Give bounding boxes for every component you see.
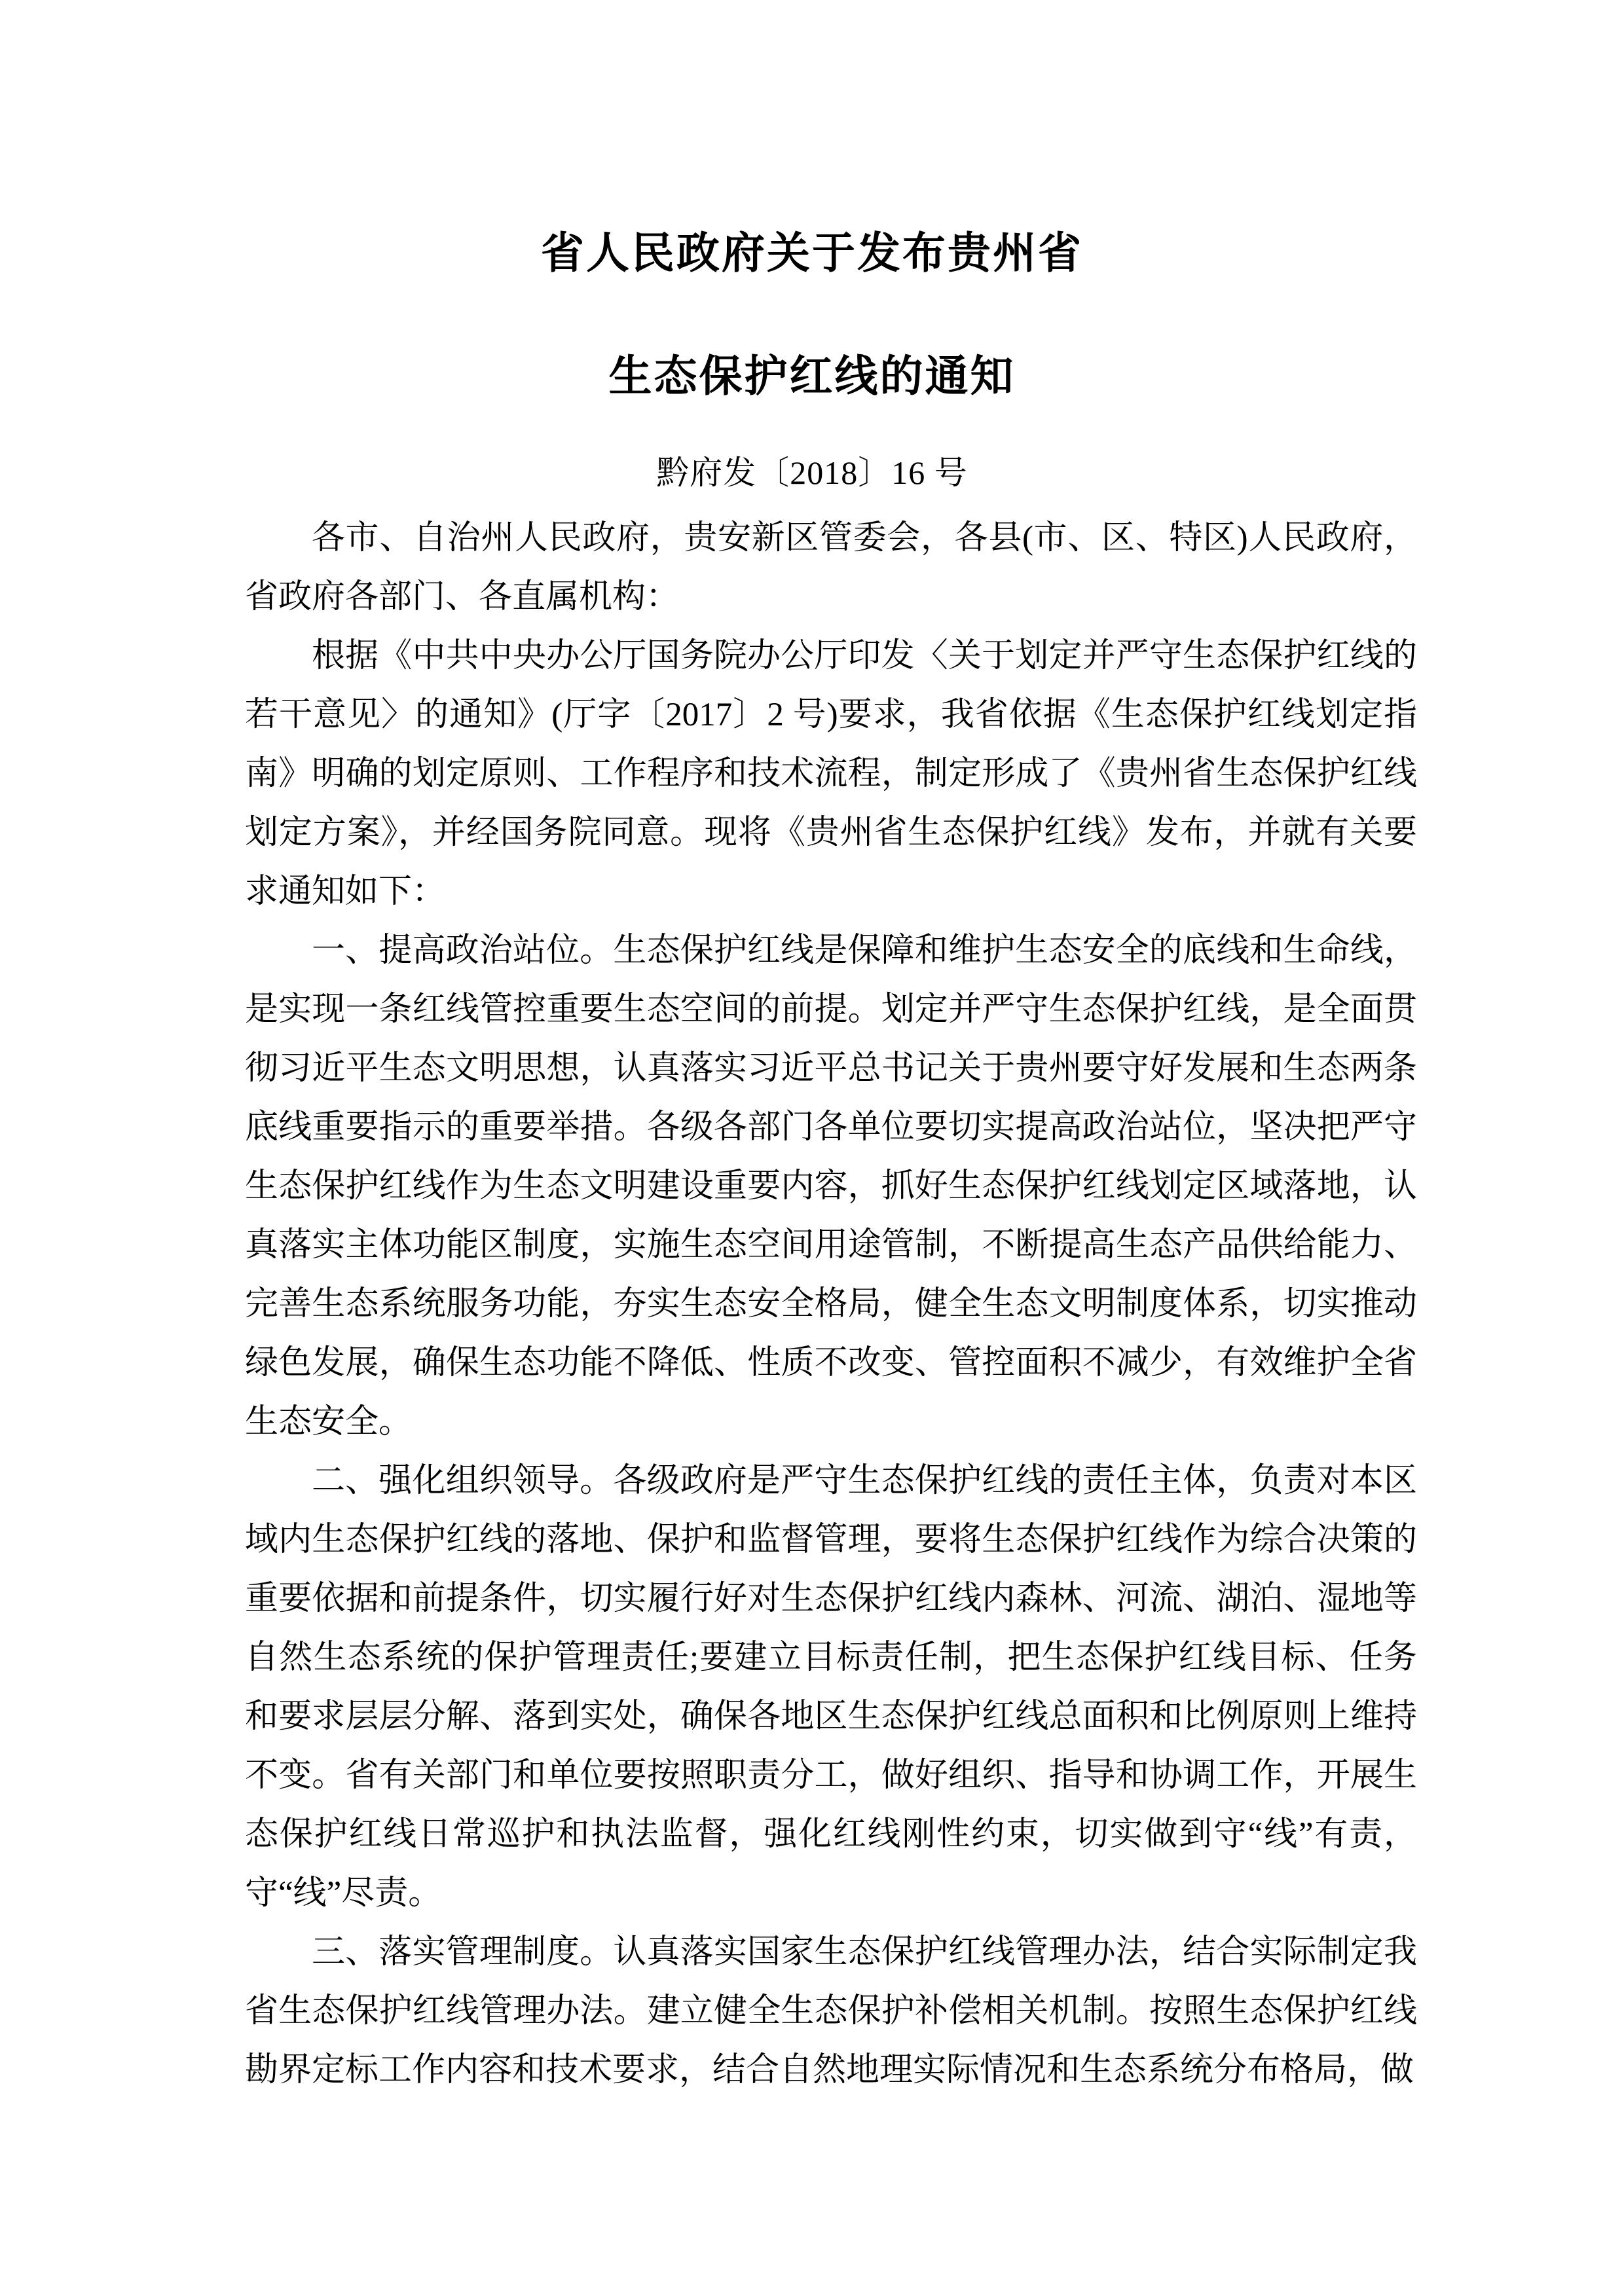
document-body [245,509,1417,2100]
paragraph-section-2: 二、强化组织领导。各级政府是严守生态保护红线的责任主体，负责对本区域内生态保护红线的落地、保护和监督管理，要将生态保护红线作为综合决策的重要依据和前提条件，切实履行好对生态保护红线内森林、河流、湖泊、湿地等自然生态系统的保护管理责任;要建立目标责任制，把生态保护红线目标、任务和要求层层分解、落到实处，确保各地区生态保护红线总面积和比例原则上维持不变。省有关部门和单位要按照职责分工，做好组织、指导和协调工作，开展生态保护红线日常巡护和执法监督，强化红线刚性约束，切实做到守“线”有责，守“线”尽责。 [245,1463,1417,1912]
document-number: 黔府发〔2018〕16 号 [656,454,968,491]
paragraph-salutation: 各市、自治州人民政府，贵安新区管委会，各县(市、区、特区)人民政府，省政府各部门、各直属机构： [245,520,1417,615]
paragraph-intro: 根据《中共中央办公厅国务院办公厅印发〈关于划定并严守生态保护红线的若干意见〉的通知》(厅字〔2017〕2 号)要求，我省依据《生态保护红线划定指南》明确的划定原则、工作程序和技术流程，制定形成了《贵州省生态保护红线划定方案》，并经国务院同意。现将《贵州省生态保护红线》发布，并就有关要求通知如下： [245,638,1417,910]
document-title-line-2: 生态保护红线的通知 [608,353,1016,401]
paragraph-section-3: 三、落实管理制度。认真落实国家生态保护红线管理办法，结合实际制定我省生态保护红线管理办法。建立健全生态保护补偿相关机制。按照生态保护红线勘界定标工作内容和技术要求，结合自然地理实际情况和生态系统分布格局，做 [245,1934,1417,2088]
document-title-line-1: 省人民政府关于发布贵州省 [541,230,1083,278]
paragraph-section-1: 一、提高政治站位。生态保护红线是保障和维护生态安全的底线和生命线，是实现一条红线管控重要生态空间的前提。划定并严守生态保护红线，是全面贯彻习近平生态文明思想，认真落实习近平总书记关于贵州要守好发展和生态两条底线重要指示的重要举措。各级各部门各单位要切实提高政治站位，坚决把严守生态保护红线作为生态文明建设重要内容，抓好生态保护红线划定区域落地，认真落实主体功能区制度，实施生态空间用途管制，不断提高生态产品供给能力、完善生态系统服务功能，夯实生态安全格局，健全生态文明制度体系，切实推动绿色发展，确保生态功能不降低、性质不改变、管控面积不减少，有效维护全省生态安全。 [245,932,1417,1440]
